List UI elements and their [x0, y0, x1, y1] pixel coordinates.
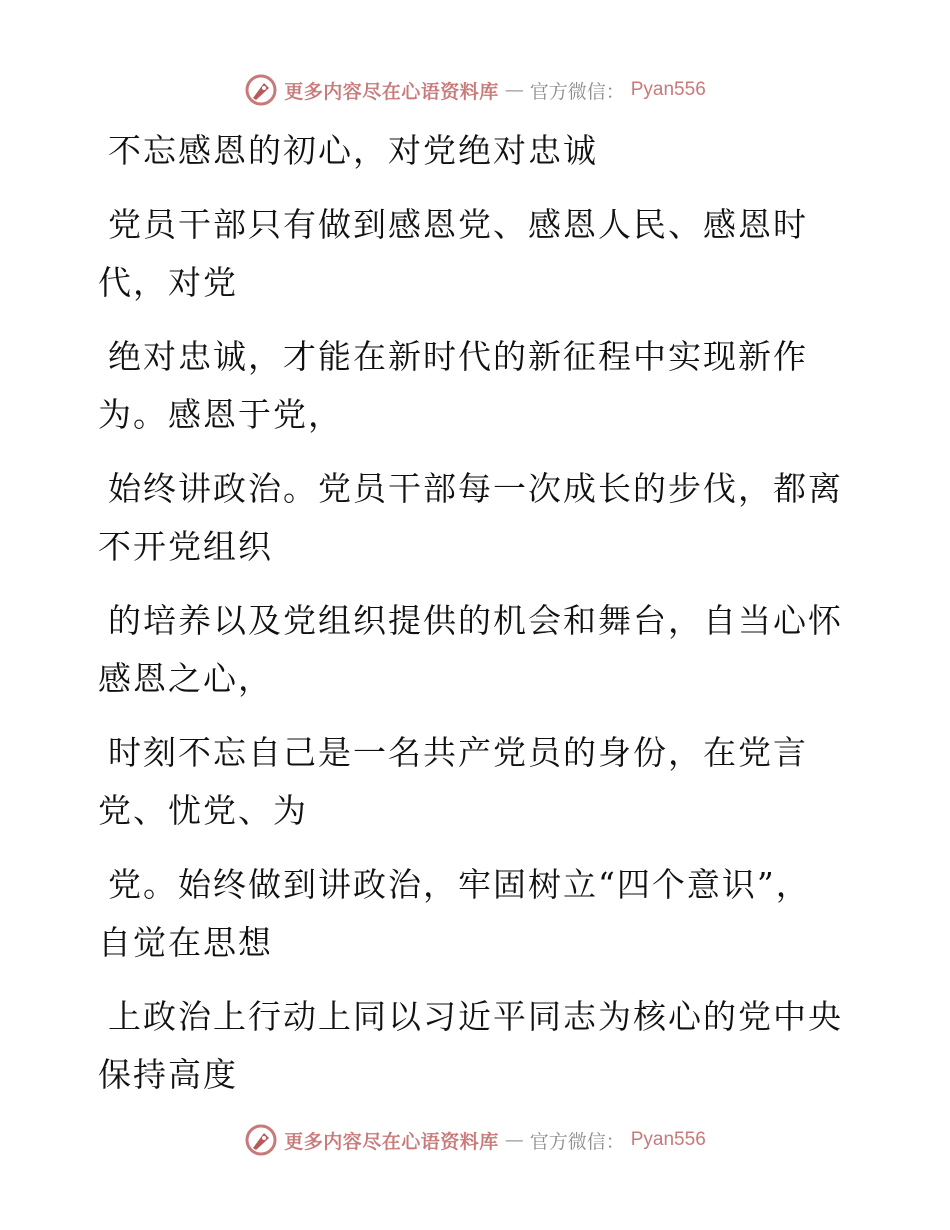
paragraph [98, 592, 843, 708]
paragraph-line: 感恩之心， [98, 659, 273, 698]
banner-wechat-label: 官方微信： [529, 80, 625, 103]
paragraph-line: 绝对忠诚，才能在新时代的新征程中实现新作 [108, 337, 808, 376]
paragraph [98, 196, 838, 312]
pen-nib-logo-icon [244, 1123, 278, 1157]
banner-text: 更多内容尽在心语资料库 [284, 1130, 499, 1153]
paragraph-line: 的培养以及党组织提供的机会和舞台，自当心怀 [108, 601, 843, 640]
paragraph-line: 党员干部只有做到感恩党、感恩人民、感恩时 [108, 205, 808, 244]
paragraph-line: 党。始终做到讲政治，牢固树立“四个意识”， [108, 865, 811, 904]
paragraph-line: 不开党组织 [98, 527, 273, 566]
paragraph-line: 党、忧党、为 [98, 791, 308, 830]
banner-wechat-label: 官方微信： [529, 1130, 625, 1153]
paragraph-line: 上政治上行动上同以习近平同志为核心的党中央 [108, 997, 843, 1036]
paragraph-line: 不忘感恩的初心，对党绝对忠诚 [108, 131, 598, 170]
paragraph-line: 为。感恩于党， [98, 395, 343, 434]
paragraph [98, 328, 838, 444]
banner-text: 更多内容尽在心语资料库 [284, 80, 499, 103]
paragraph [98, 122, 838, 180]
paragraph-line: 始终讲政治。党员干部每一次成长的步伐，都离 [108, 469, 843, 508]
paragraph [98, 856, 838, 972]
paragraph [98, 460, 843, 576]
header-banner [0, 68, 950, 112]
paragraph-line: 代，对党 [98, 263, 238, 302]
banner-separator: — [504, 79, 524, 101]
pen-nib-logo-icon [244, 73, 278, 107]
paragraph-line: 时刻不忘自己是一名共产党员的身份，在党言 [108, 733, 808, 772]
paragraph [98, 988, 843, 1104]
banner-wechat-id: Pyan556 [630, 1129, 706, 1150]
footer-banner [0, 1118, 950, 1162]
document-body [98, 122, 843, 1104]
paragraph [98, 724, 838, 840]
paragraph-line: 自觉在思想 [98, 923, 273, 962]
banner-separator: — [504, 1129, 524, 1151]
paragraph-line: 保持高度 [98, 1055, 238, 1094]
banner-wechat-id: Pyan556 [630, 79, 706, 100]
